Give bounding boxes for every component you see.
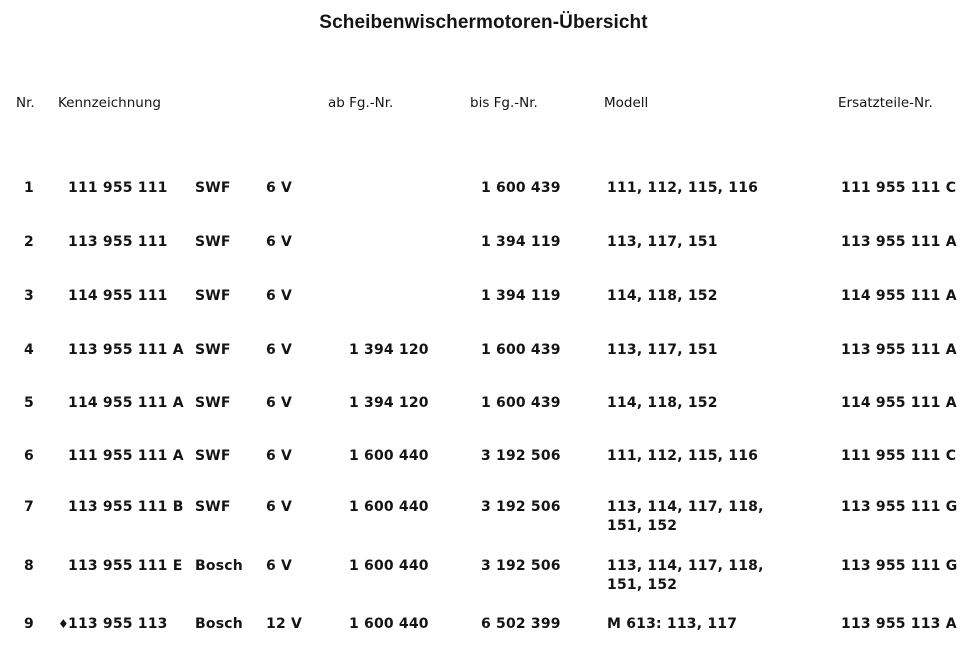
row-bis-fg-nr: 1 394 119 xyxy=(481,234,561,250)
row-spannung: 6 V xyxy=(266,499,293,515)
row-hersteller: SWF xyxy=(195,342,231,358)
row-ersatzteil: 113 955 111 A xyxy=(841,342,957,358)
table-header xyxy=(0,94,967,114)
row-spannung: 6 V xyxy=(266,342,293,358)
row-modell: 111, 112, 115, 116 xyxy=(607,180,759,196)
row-nr: 8 xyxy=(24,558,34,574)
row-ersatzteil: 113 955 111 G xyxy=(841,499,958,515)
row-kennzeichnung: 111 955 111 A xyxy=(68,448,184,464)
row-hersteller: Bosch xyxy=(195,558,243,574)
row-hersteller: Bosch xyxy=(195,616,243,632)
row-spannung: 12 V xyxy=(266,616,302,632)
row-kennzeichnung: 114 955 111 A xyxy=(68,395,184,411)
row-bis-fg-nr: 1 600 439 xyxy=(481,180,561,196)
row-ersatzteil: 114 955 111 A xyxy=(841,288,957,304)
row-bis-fg-nr: 3 192 506 xyxy=(481,558,561,574)
row-spannung: 6 V xyxy=(266,395,293,411)
row-modell: M 613: 113, 117 xyxy=(607,616,738,632)
row-kennzeichnung: 113 955 111 xyxy=(68,234,168,250)
row-hersteller: SWF xyxy=(195,395,231,411)
header-modell: Modell xyxy=(604,95,649,111)
row-ersatzteil: 113 955 111 A xyxy=(841,234,957,250)
row-bis-fg-nr: 3 192 506 xyxy=(481,448,561,464)
row-hersteller: SWF xyxy=(195,180,231,196)
row-spannung: 6 V xyxy=(266,288,293,304)
row-ersatzteil: 111 955 111 C xyxy=(841,180,957,196)
row-kennzeichnung: 113 955 111 B xyxy=(68,499,184,515)
row-modell: 113, 114, 117, 118, 151, 152 xyxy=(607,499,764,534)
row-kennzeichnung: 111 955 111 xyxy=(68,180,168,196)
row-modell: 113, 117, 151 xyxy=(607,342,718,358)
row-ab-fg-nr: 1 394 120 xyxy=(349,342,429,358)
row-bis-fg-nr: 1 600 439 xyxy=(481,342,561,358)
row-kennzeichnung: 113 955 111 A xyxy=(68,342,184,358)
header-ab-fg-nr: ab Fg.-Nr. xyxy=(328,95,394,111)
row-bis-fg-nr: 3 192 506 xyxy=(481,499,561,515)
row-hersteller: SWF xyxy=(195,448,231,464)
row-spannung: 6 V xyxy=(266,558,293,574)
row-ab-fg-nr: 1 600 440 xyxy=(349,499,429,515)
row-modell: 111, 112, 115, 116 xyxy=(607,448,759,464)
row-hersteller: SWF xyxy=(195,234,231,250)
row-ab-fg-nr: 1 600 440 xyxy=(349,616,429,632)
row-spannung: 6 V xyxy=(266,234,293,250)
row-bis-fg-nr: 6 502 399 xyxy=(481,616,561,632)
row-hersteller: SWF xyxy=(195,288,231,304)
row-modell: 113, 114, 117, 118, 151, 152 xyxy=(607,558,764,593)
row-kennzeichnung: 113 955 113 xyxy=(68,616,168,632)
row-modell: 113, 117, 151 xyxy=(607,234,718,250)
row-bis-fg-nr: 1 600 439 xyxy=(481,395,561,411)
row-nr: 7 xyxy=(24,499,34,515)
page-title: Scheibenwischermotoren-Übersicht xyxy=(319,12,648,33)
header-bis-fg-nr: bis Fg.-Nr. xyxy=(470,95,538,111)
row-nr: 2 xyxy=(24,234,34,250)
row-ab-fg-nr: 1 600 440 xyxy=(349,558,429,574)
row-ersatzteil: 113 955 111 G xyxy=(841,558,958,574)
row-modell: 114, 118, 152 xyxy=(607,288,718,304)
row-spannung: 6 V xyxy=(266,448,293,464)
row-modell: 114, 118, 152 xyxy=(607,395,718,411)
row-ersatzteil: 113 955 113 A xyxy=(841,616,957,632)
header-nr: Nr. xyxy=(16,95,35,111)
row-ab-fg-nr: 1 394 120 xyxy=(349,395,429,411)
row-bis-fg-nr: 1 394 119 xyxy=(481,288,561,304)
row-nr: 3 xyxy=(24,288,34,304)
header-ersatzteile-nr: Ersatzteile-Nr. xyxy=(838,95,933,111)
row-nr: 1 xyxy=(24,180,34,196)
row-ersatzteil: 111 955 111 C xyxy=(841,448,957,464)
row-kennzeichnung: 114 955 111 xyxy=(68,288,168,304)
row-kennzeichnung: 113 955 111 E xyxy=(68,558,183,574)
row-ab-fg-nr: 1 600 440 xyxy=(349,448,429,464)
row-nr: 5 xyxy=(24,395,34,411)
row-spannung: 6 V xyxy=(266,180,293,196)
row-nr: 9 xyxy=(24,616,34,632)
diamond-icon: ♦ xyxy=(58,617,69,631)
header-kennzeichnung: Kennzeichnung xyxy=(58,95,161,111)
row-nr: 4 xyxy=(24,342,34,358)
row-ersatzteil: 114 955 111 A xyxy=(841,395,957,411)
row-hersteller: SWF xyxy=(195,499,231,515)
row-nr: 6 xyxy=(24,448,34,464)
